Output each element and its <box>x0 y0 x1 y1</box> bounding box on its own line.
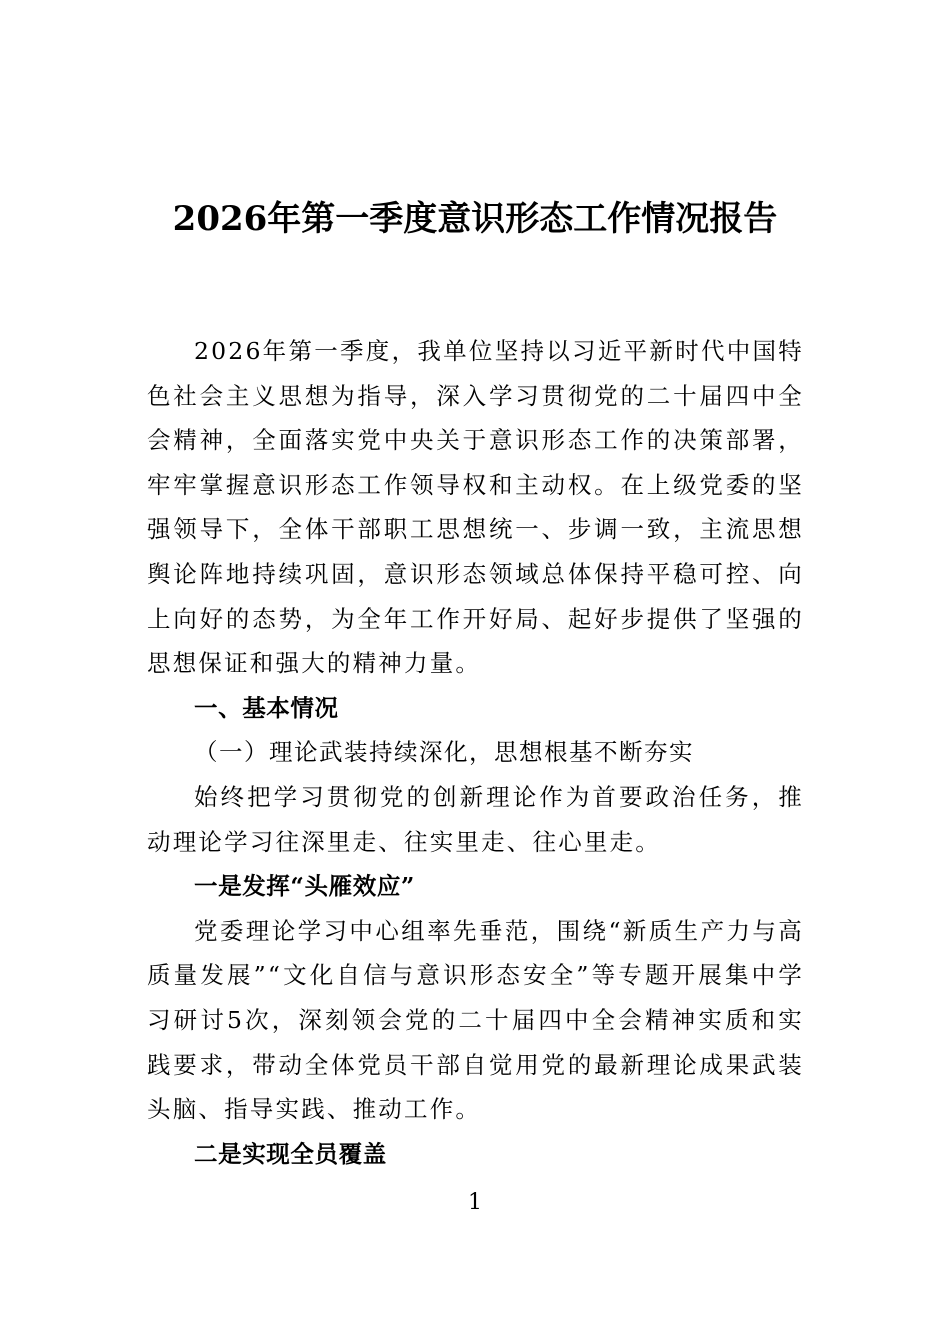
subsection-heading-theory: （一）理论武装持续深化，思想根基不断夯实 <box>194 738 694 767</box>
document-body <box>147 329 804 1176</box>
section-heading-basic-situation: 一、基本情况 <box>194 693 339 722</box>
point-heading-lead-goose: 一是发挥“头雁效应” <box>194 872 416 901</box>
page-number: 1 <box>468 1190 482 1215</box>
subsection-paragraph-theory: 始终把学习贯彻党的创新理论作为首要政治任务，推动理论学习往深里走、往实里走、往心里走。 <box>147 782 804 856</box>
intro-paragraph: 2026年第一季度，我单位坚持以习近平新时代中国特色社会主义思想为指导，深入学习贯彻党的二十届四中全会精神，全面落实党中央关于意识形态工作的决策部署，牢牢掌握意识形态工作领导权和主动权。在上级党委的坚强领导下，全体干部职工思想统一、步调一致，主流思想舆论阵地持续巩固，意识形态领域总体保持平稳可控、向上向好的态势，为全年工作开好局、起好步提供了坚强的思想保证和强大的精神力量。 <box>147 337 804 678</box>
document-title: 2026年第一季度意识形态工作情况报告 <box>172 199 778 239</box>
point-heading-full-coverage: 二是实现全员覆盖 <box>194 1139 387 1168</box>
point-paragraph-lead-goose: 党委理论学习中心组率先垂范，围绕“新质生产力与高质量发展”“文化自信与意识形态安全”等专题开展集中学习研讨5次，深刻领会党的二十届四中全会精神实质和实践要求，带动全体党员干部自觉用党的最新理论成果武装头脑、指导实践、推动工作。 <box>147 916 804 1124</box>
